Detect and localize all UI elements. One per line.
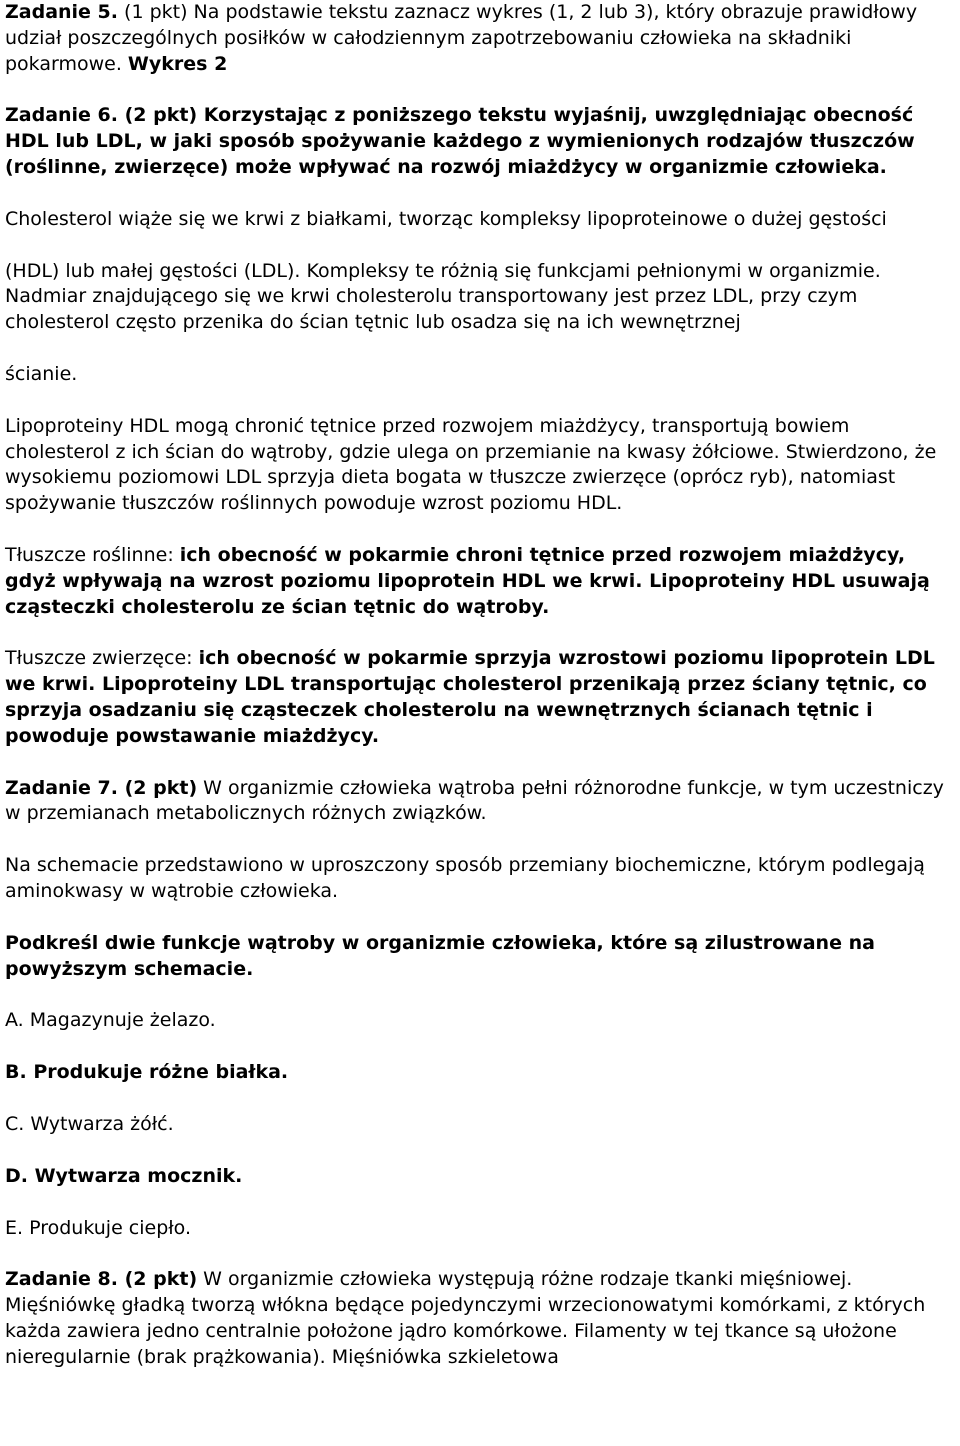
- answer-animal-text: ich obecność w pokarmie sprzyja wzrostowi poziomu lipoprotein LDL we krwi. Lipoproteiny LDL transportując cholesterol przenikają przez ściany tętnic, co sprzyja osadzaniu się cząsteczek cholesterolu na wewnętrznych ścianach tętnic i powoduje powstawanie miażdżycy.: [5, 647, 935, 747]
- task-6-answer-animal-fats: [5, 646, 957, 749]
- task-7-instruction-text: Podkreśl dwie funkcje wątroby w organizmie człowieka, które są zilustrowane na powyższym schemacie.: [5, 931, 875, 980]
- task-6-paragraph-1a: Cholesterol wiąże się we krwi z białkami, tworząc kompleksy lipoproteinowe o dużej gęstości: [5, 207, 887, 230]
- task-8: [5, 1267, 957, 1370]
- task-7: [5, 776, 957, 828]
- task-8-label: Zadanie 8.: [5, 1268, 118, 1291]
- option-d-text: D. Wytwarza mocznik.: [5, 1164, 243, 1187]
- task-6-paragraph-2: Lipoproteiny HDL mogą chronić tętnice przed rozwojem miażdżycy, transportują bowiem cholesterol z ich ścian do wątroby, gdzie ulega on przemianie na kwasy żółciowe. Stwierdzono, że wysokiemu poziomowi LDL sprzyja dieta bogata w tłuszcze zwierzęce (oprócz ryb), natomiast spożywanie tłuszczów roślinnych powoduje wzrost poziomu HDL.: [5, 414, 937, 515]
- task-5-text: (1 pkt) Na podstawie tekstu zaznacz wykres (1, 2 lub 3), który obrazuje prawidłowy udział poszczególnych posiłków w całodziennym zapotrzebowaniu człowieka na składniki pokarmowe.: [5, 1, 918, 75]
- task-6-answer-plant-fats: [5, 543, 957, 620]
- task-8-points: (2 pkt): [118, 1268, 198, 1291]
- task-6-paragraph-1b: (HDL) lub małej gęstości (LDL). Kompleksy te różnią się funkcjami pełnionymi w organizmie. Nadmiar znajdującego się we krwi cholesterolu transportowany jest przez LDL, przy czym cholesterol często przenika do ścian tętnic lub osadza się na ich wewnętrznej: [5, 259, 881, 334]
- task-6-label: Zadanie 6.: [5, 104, 118, 127]
- task-7-instruction: [5, 931, 957, 983]
- option-a: A. Magazynuje żelazo.: [5, 1009, 216, 1032]
- answer-plant-text: ich obecność w pokarmie chroni tętnice przed rozwojem miażdżycy, gdyż wpływają na wzrost poziomu lipoprotein HDL we krwi. Lipoproteiny HDL usuwają cząsteczki cholesterolu ze ścian tętnic do wątroby.: [5, 543, 930, 618]
- answer-animal-label: Tłuszcze zwierzęce:: [5, 647, 199, 670]
- option-b: [5, 1060, 957, 1086]
- option-e: E. Produkuje ciepło.: [5, 1216, 192, 1239]
- task-6: [5, 103, 957, 180]
- option-b-text: B. Produkuje różne białka.: [5, 1061, 289, 1084]
- document-page: [5, 0, 957, 1370]
- task-7-label: Zadanie 7.: [5, 776, 118, 799]
- answer-plant-label: Tłuszcze roślinne:: [5, 543, 180, 566]
- option-c: C. Wytwarza żółć.: [5, 1112, 174, 1135]
- task-5: [5, 0, 957, 77]
- task-5-label: Zadanie 5.: [5, 1, 118, 23]
- option-d: [5, 1164, 957, 1190]
- task-8-text: W organizmie człowieka występują różne rodzaje tkanki mięśniowej. Mięśniówkę gładką tworzą włókna będące pojedynczymi wrzecionowatymi komórkami, z których każda zawiera jedno centralnie położone jądro komórkowe. Filamenty w tej tkance są ułożone nieregularnie (brak prążkowania). Mięśniówka szkieletowa: [5, 1268, 926, 1368]
- task-6-paragraph-1c: ścianie.: [5, 362, 78, 385]
- task-7-points: (2 pkt): [118, 776, 198, 799]
- task-5-answer: Wykres 2: [127, 52, 228, 75]
- task-6-text: (2 pkt) Korzystając z poniższego tekstu wyjaśnij, uwzględniając obecność HDL lub LDL, w jaki sposób spożywanie każdego z wymienionych rodzajów tłuszczów (roślinne, zwierzęce) może wpływać na rozwój miażdżycy w organizmie człowieka.: [5, 104, 915, 178]
- task-7-text: W organizmie człowieka wątroba pełni różnorodne funkcje, w tym uczestniczy w przemianach metabolicznych różnych związków.: [5, 776, 944, 825]
- task-7-paragraph-1: Na schemacie przedstawiono w uproszczony sposób przemiany biochemiczne, którym podlegają aminokwasy w wątrobie człowieka.: [5, 854, 925, 902]
